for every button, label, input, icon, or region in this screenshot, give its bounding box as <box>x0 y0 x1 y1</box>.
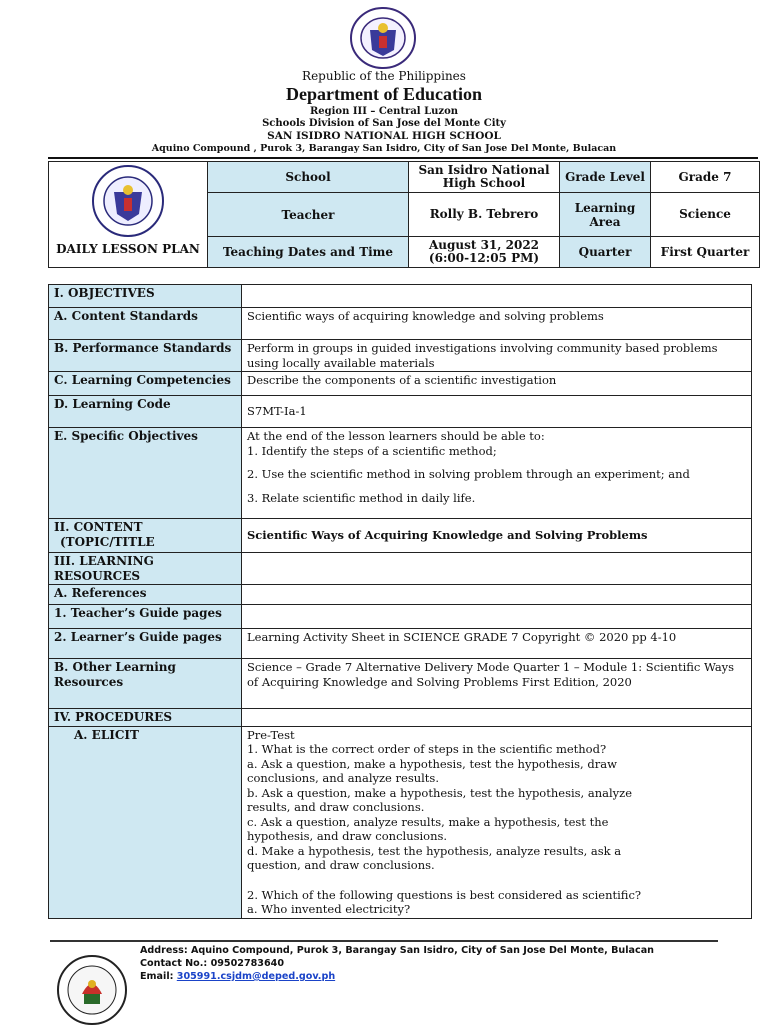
specific-objective-3: 3. Relate scientific method in daily life. <box>247 490 476 505</box>
learning-area-label: Learning Area <box>560 193 651 237</box>
table-row <box>49 285 752 308</box>
learning-resources-label: III. LEARNING RESOURCES <box>49 553 242 585</box>
school-value: San Isidro National High School <box>409 162 560 193</box>
content-standards-label: A. Content Standards <box>49 308 242 340</box>
table-row <box>49 605 752 629</box>
footer-contact: Contact No.: 09502783640 <box>140 958 285 969</box>
date-value: August 31, 2022 <box>428 238 540 252</box>
table-row <box>49 629 752 659</box>
page-footer <box>0 940 768 1024</box>
content-title: Scientific Ways of Acquiring Knowledge and Solving Problems <box>242 519 752 553</box>
elicit-line: hypothesis, and draw conclusions. <box>247 829 448 843</box>
content-label-line-1: II. CONTENT <box>54 520 143 534</box>
learner-guide-label: 2. Learner’s Guide pages <box>49 629 242 659</box>
region-line: Region III – Central Luzon <box>309 106 459 117</box>
specific-objectives-value <box>242 428 752 519</box>
table-row <box>49 428 752 519</box>
deped-seal-icon <box>80 164 176 238</box>
email-link[interactable]: 305991.csjdm@deped.gov.ph <box>176 971 336 982</box>
elicit-line: results, and draw conclusions. <box>247 800 425 814</box>
elicit-content <box>242 726 752 918</box>
content-label <box>49 519 242 553</box>
elicit-label-text: A. ELICIT <box>74 727 139 742</box>
elicit-line: c. Ask a question, analyze results, make a hypothesis, test the <box>247 814 609 829</box>
table-row <box>49 519 752 553</box>
elicit-line: a. Ask a question, make a hypothesis, test the hypothesis, draw <box>247 756 617 771</box>
learner-guide-value: Learning Activity Sheet in SCIENCE GRADE 7 Copyright © 2020 pp 4-10 <box>242 629 752 659</box>
table-row <box>49 308 752 340</box>
specific-objective-1: 1. Identify the steps of a scientific method; <box>247 443 497 458</box>
quarter-label: Quarter <box>560 237 651 268</box>
other-resources-label: B. Other Learning Resources <box>49 659 242 709</box>
footer-contact-block <box>140 944 654 983</box>
table-row <box>49 726 752 918</box>
elicit-line: b. Ask a question, make a hypothesis, test the hypothesis, analyze <box>247 785 633 800</box>
daily-lesson-plan-label: DAILY LESSON PLAN <box>56 242 200 256</box>
grade-value: Grade 7 <box>651 162 760 193</box>
teacher-value: Rolly B. Tebrero <box>409 193 560 237</box>
info-logo-cell <box>49 162 208 268</box>
elicit-line: Pre-Test <box>247 727 295 742</box>
school-seal-icon <box>56 954 128 1026</box>
elicit-line: a. Who invented electricity? <box>247 902 411 916</box>
grade-label: Grade Level <box>560 162 651 193</box>
deped-seal-icon <box>348 6 418 70</box>
footer-divider <box>50 940 718 942</box>
table-row <box>49 396 752 428</box>
other-resources-value: Science – Grade 7 Alternative Delivery Mode Quarter 1 – Module 1: Scientific Ways of Acquiring Knowledge and Solving Problems First Edition, 2020 <box>242 659 752 709</box>
content-standards-value: Scientific ways of acquiring knowledge and solving problems <box>242 308 752 340</box>
learning-code-label: D. Learning Code <box>49 396 242 428</box>
table-row <box>49 585 752 605</box>
school-name-line: SAN ISIDRO NATIONAL HIGH SCHOOL <box>267 130 501 142</box>
teaching-dates-value <box>409 237 560 268</box>
table-row <box>49 659 752 709</box>
teacher-guide-label: 1. Teacher’s Guide pages <box>49 605 242 629</box>
elicit-line: 2. Which of the following questions is best considered as scientific? <box>247 887 642 902</box>
references-label: A. References <box>49 585 242 605</box>
performance-standards-label: B. Performance Standards <box>49 340 242 372</box>
learning-competencies-label: C. Learning Competencies <box>49 372 242 396</box>
learning-competencies-value: Describe the components of a scientific investigation <box>242 372 752 396</box>
learning-resources-value <box>242 553 752 585</box>
school-label: School <box>208 162 409 193</box>
quarter-value: First Quarter <box>651 237 760 268</box>
header-divider <box>48 157 758 159</box>
elicit-line: question, and draw conclusions. <box>247 858 435 872</box>
republic-line: Republic of the Philippines <box>302 69 466 83</box>
footer-address: Address: Aquino Compound, Purok 3, Barangay San Isidro, City of San Jose Del Monte, Bulacan <box>140 945 655 956</box>
table-row <box>49 709 752 727</box>
teacher-guide-value <box>242 605 752 629</box>
procedures-label: IV. PROCEDURES <box>49 709 242 727</box>
time-value: (6:00-12:05 PM) <box>428 251 540 265</box>
elicit-line <box>247 873 746 888</box>
footer-email-label: Email: <box>140 971 177 982</box>
references-value <box>242 585 752 605</box>
table-row <box>49 553 752 585</box>
lesson-info-table <box>48 161 760 268</box>
objectives-heading: I. OBJECTIVES <box>49 285 242 308</box>
elicit-line: conclusions, and analyze results. <box>247 771 439 785</box>
footer-email-line <box>140 970 654 983</box>
specific-intro: At the end of the lesson learners should be able to: <box>247 429 545 443</box>
teaching-dates-label: Teaching Dates and Time <box>208 237 409 268</box>
learning-area-value: Science <box>651 193 760 237</box>
performance-standards-value: Perform in groups in guided investigations involving community based problems using locally available materials <box>242 340 752 372</box>
procedures-value <box>242 709 752 727</box>
content-label-line-2: (TOPIC/TITLE <box>60 534 155 549</box>
elicit-line: 1. What is the correct order of steps in the scientific method? <box>247 742 607 756</box>
specific-objective-2: 2. Use the scientific method in solving problem through an experiment; and <box>247 467 690 481</box>
elicit-label <box>49 726 242 918</box>
school-address-line: Aquino Compound , Purok 3, Barangay San Isidro, City of San Jose Del Monte, Bulacan <box>151 143 617 154</box>
lesson-plan-table <box>48 284 752 919</box>
objectives-value <box>242 285 752 308</box>
specific-objectives-label: E. Specific Objectives <box>49 428 242 519</box>
learning-code-value: S7MT-Ia-1 <box>242 396 752 428</box>
teacher-label: Teacher <box>208 193 409 237</box>
elicit-line: d. Make a hypothesis, test the hypothesis, analyze results, ask a <box>247 843 622 858</box>
division-line: Schools Division of San Jose del Monte City <box>262 118 506 129</box>
table-row <box>49 340 752 372</box>
table-row <box>49 372 752 396</box>
department-title: Department of Education <box>286 84 482 104</box>
